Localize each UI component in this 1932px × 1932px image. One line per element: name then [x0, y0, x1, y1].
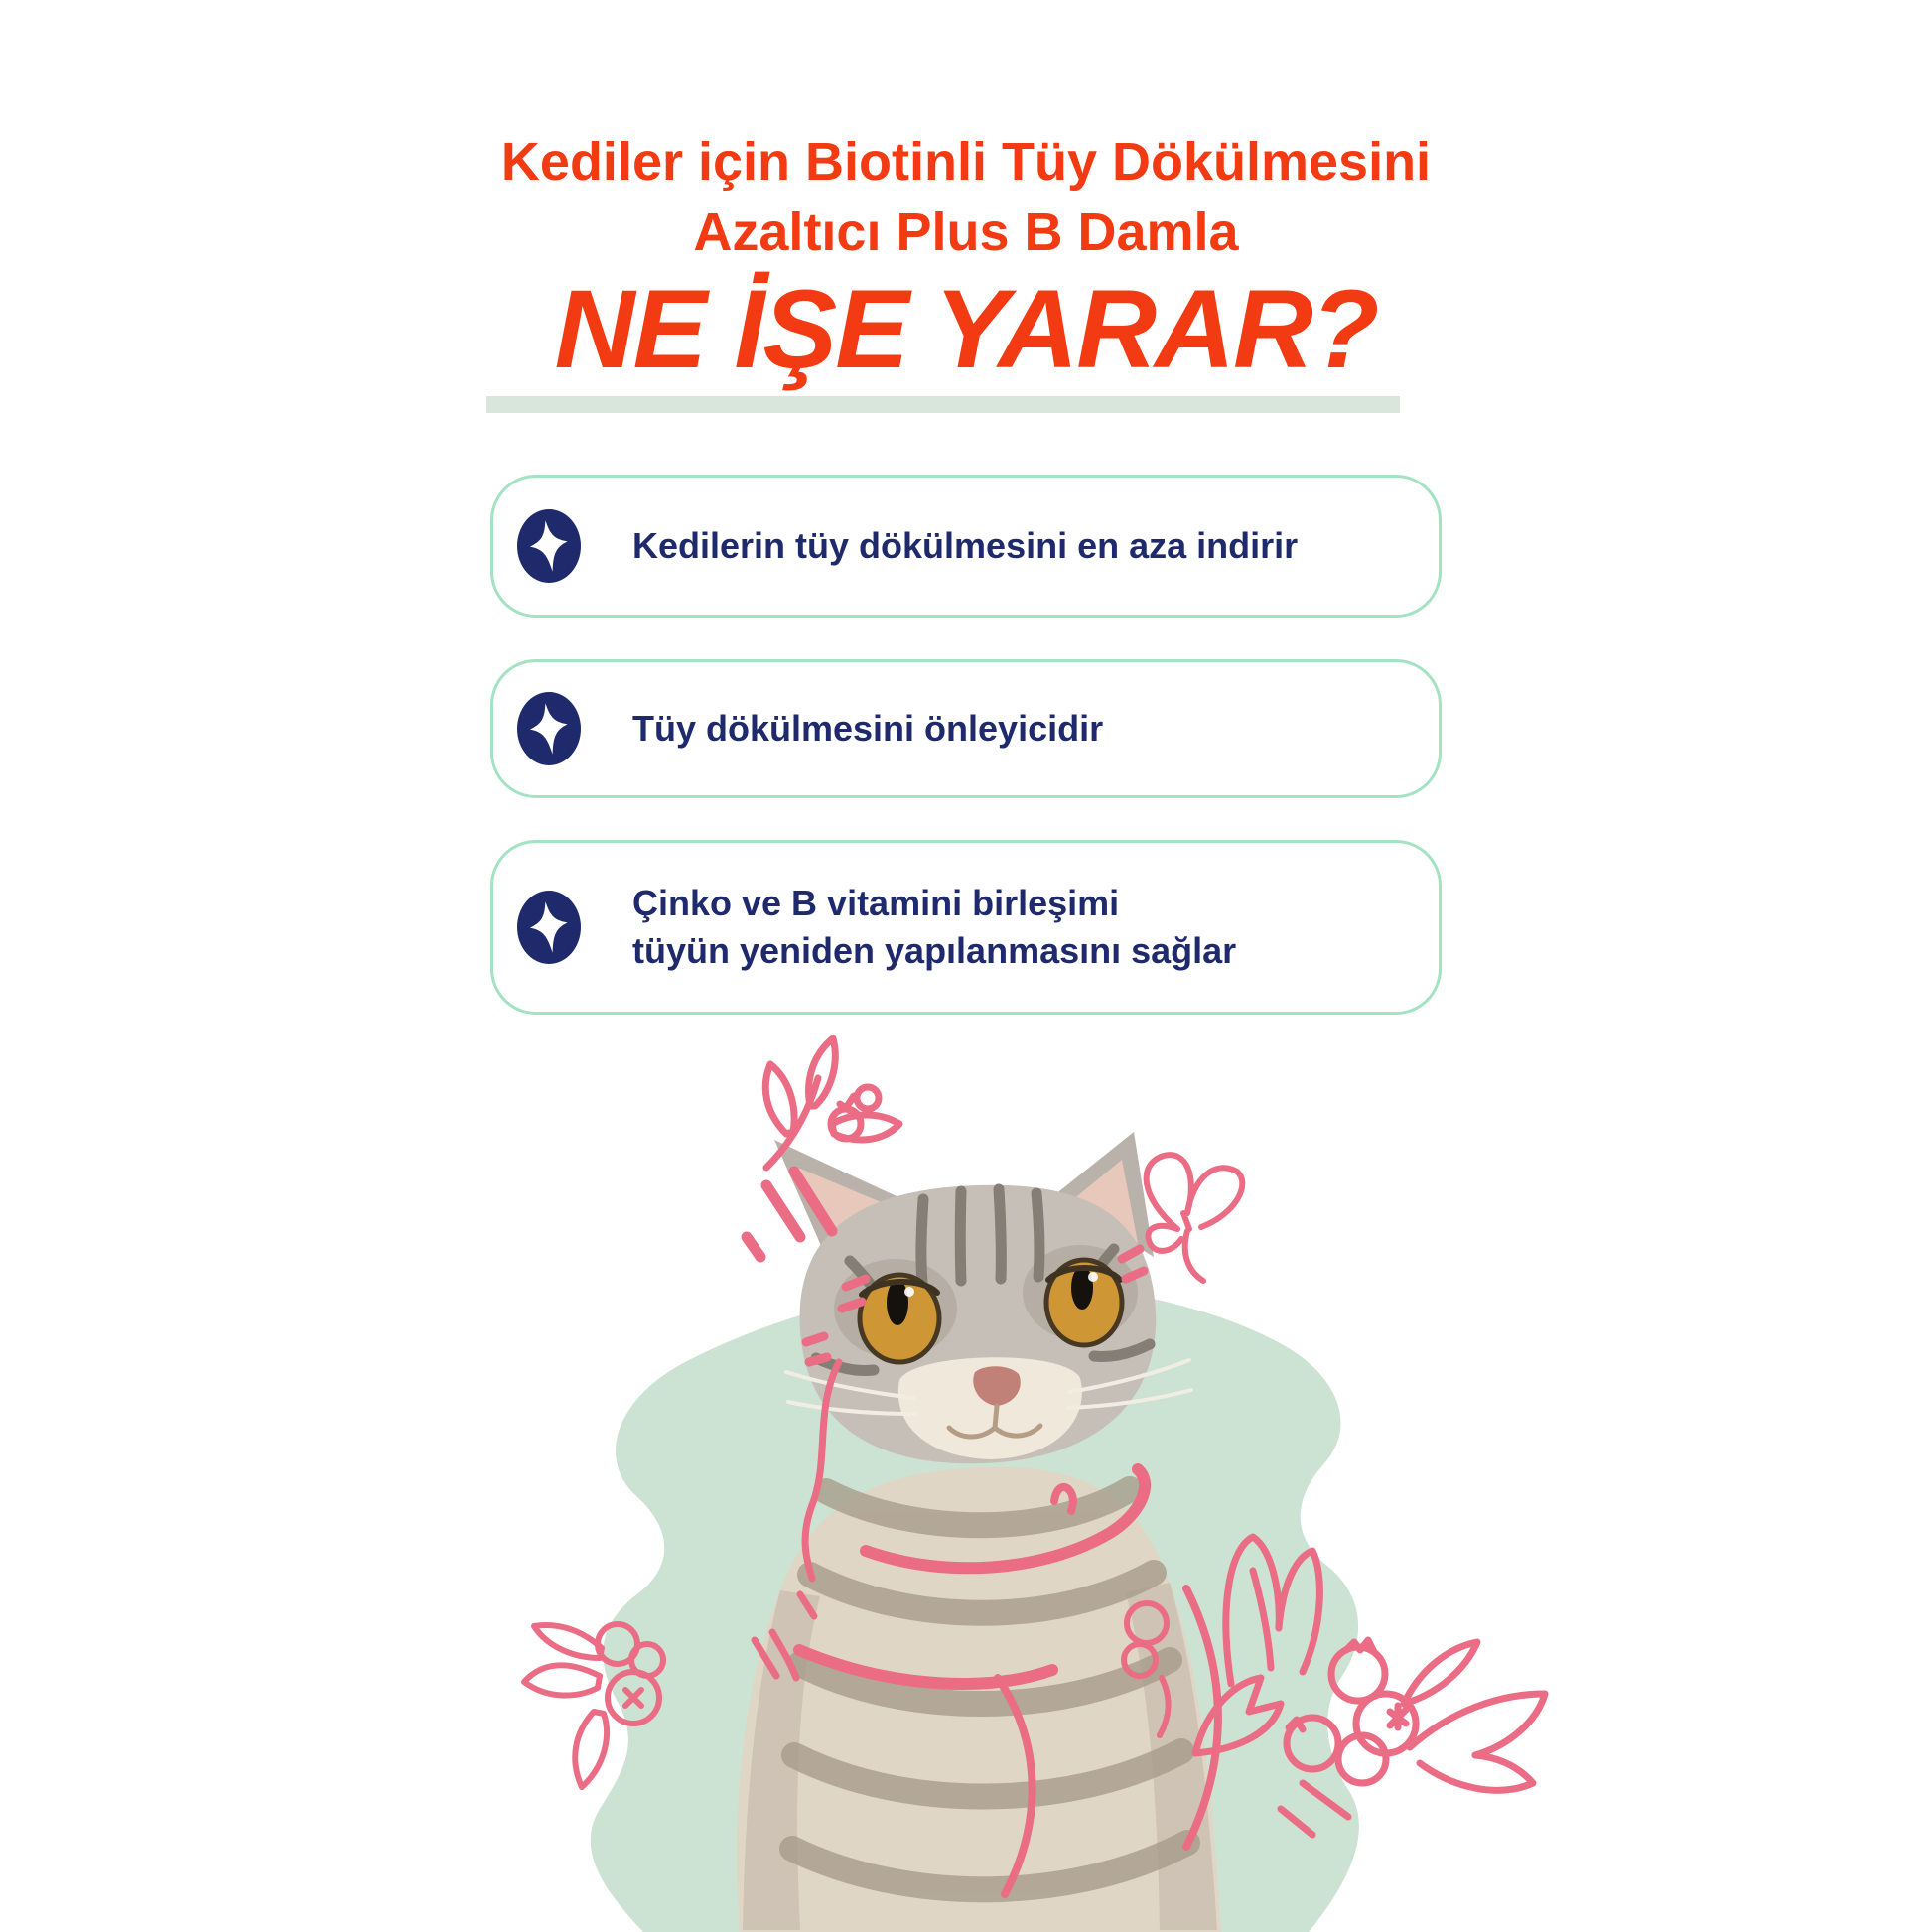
berry-sprig-doodle — [765, 1038, 899, 1168]
sparkle-icon — [517, 692, 581, 765]
page-title: NE İŞE YARAR? — [554, 267, 1378, 391]
benefit-text — [632, 522, 1298, 570]
butterfly-doodle — [1147, 1155, 1243, 1281]
benefit-text-line: Çinko ve B vitamini birleşimi — [632, 883, 1120, 924]
sparkle-icon — [517, 891, 581, 964]
benefit-text-line: Tüy dökülmesini önleyicidir — [632, 708, 1104, 750]
product-title-line2: Azaltıcı Plus B Damla — [693, 202, 1239, 262]
sparkle-icon — [517, 509, 581, 583]
benefit-text-line: tüyün yeniden yapılanmasını sağlar — [632, 930, 1237, 971]
benefit-card — [490, 475, 1442, 618]
benefit-card — [490, 840, 1442, 1015]
benefit-text-line: Kedilerin tüy dökülmesini en aza indirir — [632, 525, 1299, 567]
benefit-list — [490, 475, 1442, 1015]
product-title — [0, 127, 1932, 267]
benefit-card — [490, 659, 1442, 798]
benefit-text — [632, 705, 1103, 753]
product-title-line1: Kediler için Biotinli Tüy Dökülmesini — [500, 132, 1432, 192]
benefit-text — [632, 880, 1236, 974]
heading-underline — [486, 396, 1400, 413]
